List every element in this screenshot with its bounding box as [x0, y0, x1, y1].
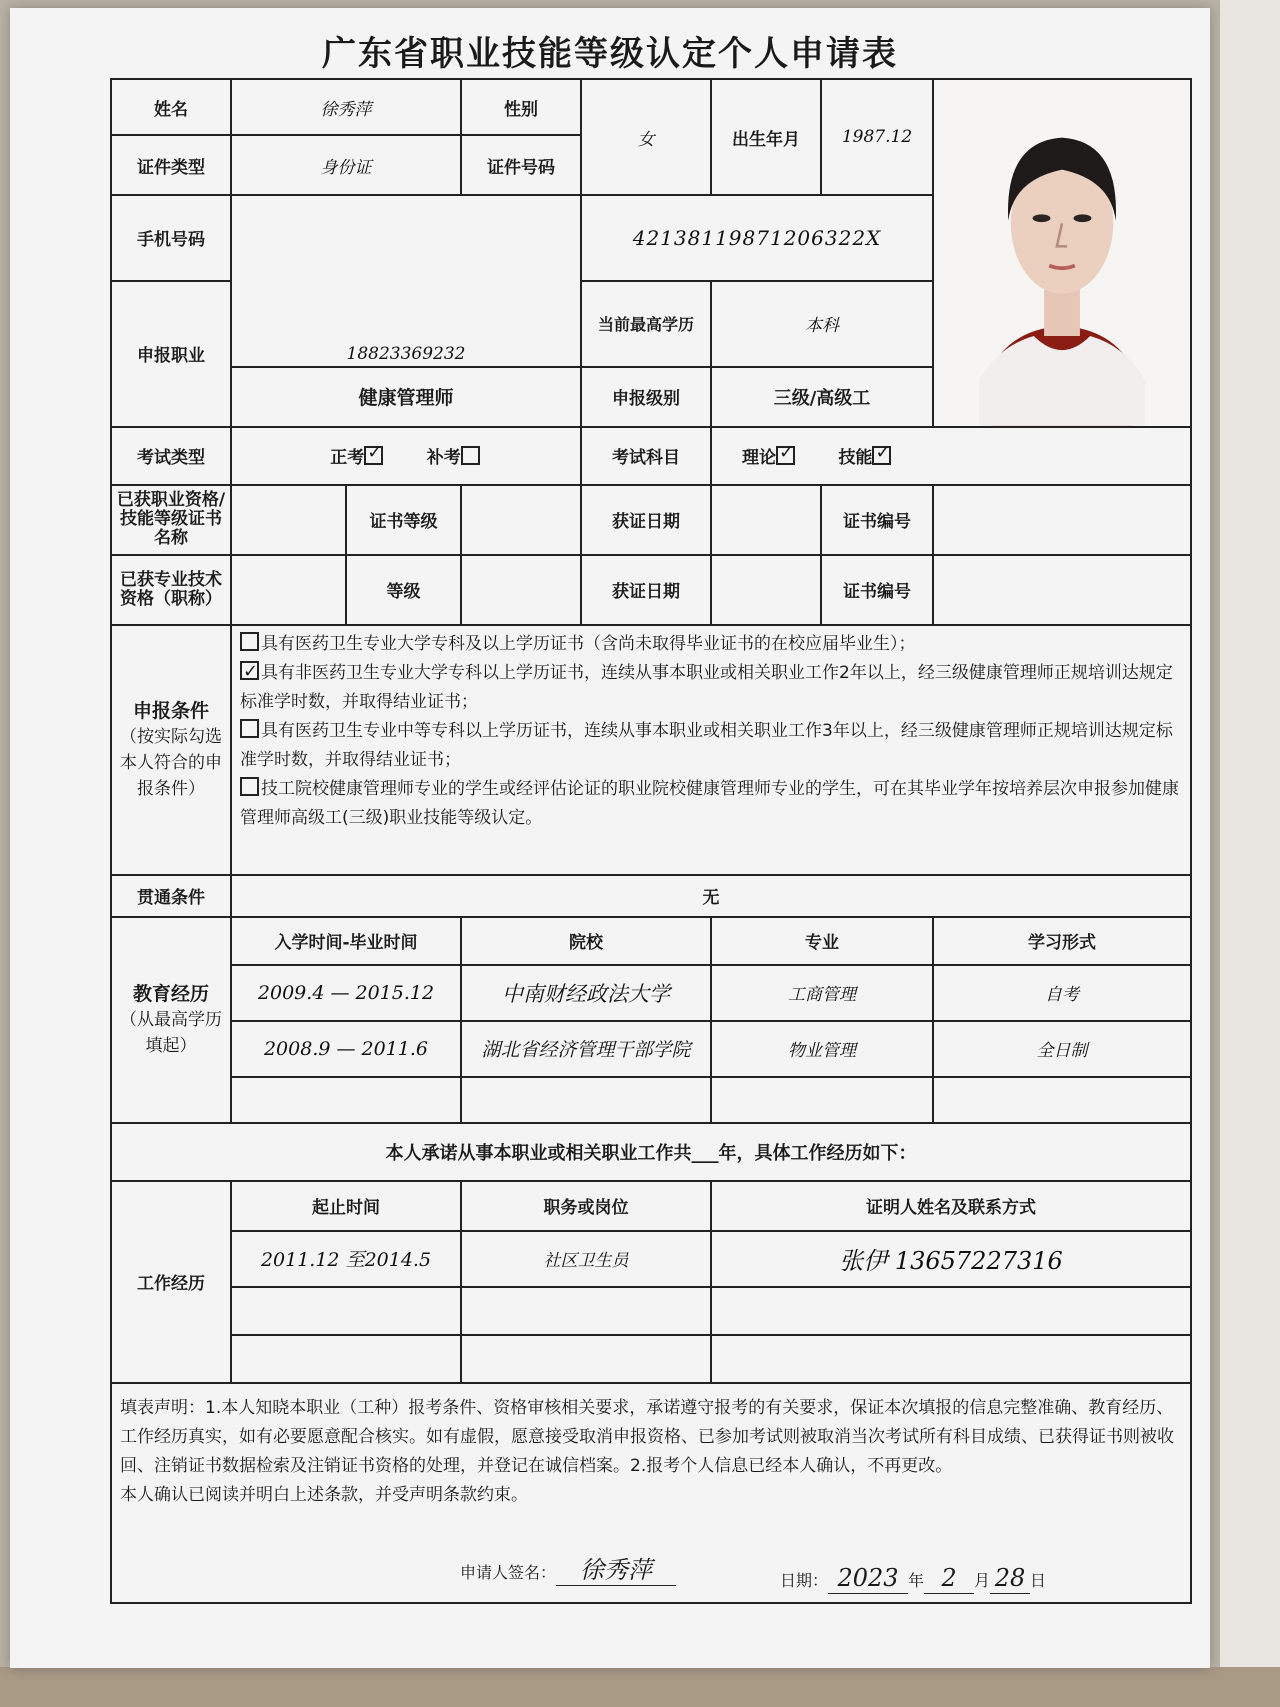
edu-row-2 [111, 1021, 1191, 1077]
work-row-1-position: 社区卫生员 [461, 1231, 711, 1287]
condition-4-checkbox[interactable] [240, 777, 259, 796]
exam-subject-label: 考试科目 [581, 427, 711, 485]
exam-type-label: 考试类型 [111, 427, 231, 485]
exam-subject-theory-label: 理论 [742, 448, 776, 469]
id-type-label: 证件类型 [111, 135, 231, 195]
portrait-image [934, 80, 1190, 426]
exam-type-regular-checkbox[interactable] [364, 446, 383, 465]
cert-no-2-label: 证书编号 [821, 555, 933, 625]
work-row-1-reference: 张伊 13657227316 [711, 1231, 1191, 1287]
edu-exp-note: （从最高学历填起） [120, 1009, 222, 1056]
condition-1-checkbox[interactable] [240, 632, 259, 651]
edu-row-2-major: 物业管理 [711, 1021, 933, 1077]
name-label: 姓名 [111, 79, 231, 135]
condition-item-4 [240, 775, 1182, 833]
exam-subject-skill-checkbox[interactable] [872, 446, 891, 465]
condition-4-text: 技工院校健康管理师专业的学生或经评估论证的职业院校健康管理师专业的学生，可在其毕业学年按培养层次申报参加健康管理师高级工(三级)职业技能等级认定。 [240, 778, 1179, 828]
edu-row-3-school [461, 1077, 711, 1123]
condition-item-1 [240, 630, 1182, 659]
condition-2-text: 具有非医药卫生专业大学专科以上学历证书，连续从事本职业或相关职业工作2年以上，经三级健康管理师正规培训达规定标准学时数，并取得结业证书； [240, 662, 1173, 712]
date-day-unit: 日 [1030, 1570, 1047, 1590]
edu-header-major: 专业 [711, 917, 933, 965]
condition-3-checkbox[interactable] [240, 719, 259, 738]
edu-row-2-mode: 全日制 [933, 1021, 1191, 1077]
work-row-1-period: 2011.12 至2014.5 [231, 1231, 461, 1287]
sign-label: 申请人签名： [460, 1562, 557, 1582]
edu-header-school: 院校 [461, 917, 711, 965]
exam-subject-options [711, 427, 1191, 485]
work-row-2-reference [711, 1287, 1191, 1335]
exam-type-makeup-checkbox[interactable] [461, 446, 480, 465]
confirm-text: 本人确认已阅读并明白上述条款，并受声明条款约束。 [120, 1484, 528, 1505]
work-row-1 [111, 1231, 1191, 1287]
condition-3-text: 具有医药卫生专业中等专科以上学历证书，连续从事本职业或相关职业工作3年以上，经三级健康管理师正规培训达规定标准学时数，并取得结业证书； [240, 720, 1173, 770]
conditions-note: （按实际勾选本人符合的申报条件） [120, 726, 222, 799]
through-label: 贯通条件 [111, 875, 231, 917]
issue-date-2-label: 获证日期 [581, 555, 711, 625]
applicant-photo [933, 79, 1191, 427]
application-form-table [110, 78, 1192, 1604]
work-exp-label: 工作经历 [111, 1181, 231, 1383]
education-value: 本科 [711, 281, 933, 367]
cert-no-label: 证书编号 [821, 485, 933, 555]
date-year-unit: 年 [908, 1570, 925, 1590]
phone-value: 18823369232 [231, 195, 581, 367]
issue-date-label: 获证日期 [581, 485, 711, 555]
work-header-period: 起止时间 [231, 1181, 461, 1231]
work-row-3-reference [711, 1335, 1191, 1383]
work-row-2-period [231, 1287, 461, 1335]
gender-value: 女 [581, 79, 711, 195]
gender-label: 性别 [461, 79, 581, 135]
edu-row-3-major [711, 1077, 933, 1123]
phone-label: 手机号码 [111, 195, 231, 281]
work-row-3 [111, 1335, 1191, 1383]
id-type-value: 身份证 [231, 135, 461, 195]
edu-row-2-period: 2008.9 — 2011.6 [231, 1021, 461, 1077]
cert-name-value [231, 485, 346, 555]
exam-type-options [231, 427, 581, 485]
occupation-value: 健康管理师 [231, 367, 581, 427]
signature-line [120, 1556, 1184, 1596]
exam-type-regular-label: 正考 [330, 448, 365, 469]
date-year: 2023 [828, 1564, 908, 1594]
work-row-2 [111, 1287, 1191, 1335]
edu-row-2-school: 湖北省经济管理干部学院 [461, 1021, 711, 1077]
declaration-text: 填表声明：1.本人知晓本职业（工种）报考条件、资格审核相关要求，承诺遵守报考的有关要求，保证本次填报的信息完整准确、教育经历、工作经历真实，如有必要愿意配合核实。如有虚假，愿意接受取消申报资格、已参加考试则被取消当次考试所有科目成绩、已获得证书则被收回、注销证书数据检索及注销证书资格的处理，并登记在诚信档案。2.报考个人信息已经本人确认，不再更改。 [120, 1397, 1174, 1476]
conditions-label: 申报条件 [132, 699, 209, 722]
edu-row-1-period: 2009.4 — 2015.12 [231, 965, 461, 1021]
edu-exp-label: 教育经历 [132, 982, 209, 1005]
id-number-value: 42138119871206322X [581, 195, 933, 281]
edu-row-1-mode: 自考 [933, 965, 1191, 1021]
edu-row-1 [111, 965, 1191, 1021]
grade-label: 等级 [346, 555, 461, 625]
application-form-paper [10, 8, 1210, 1668]
condition-item-3 [240, 717, 1182, 775]
edu-header-period: 入学时间-毕业时间 [231, 917, 461, 965]
cert-no-2-value [933, 555, 1191, 625]
condition-1-text: 具有医药卫生专业大学专科及以上学历证书（含尚未取得毕业证书的在校应届毕业生）； [261, 633, 916, 654]
edu-row-3-mode [933, 1077, 1191, 1123]
date-day: 28 [990, 1564, 1030, 1594]
edu-header-mode: 学习形式 [933, 917, 1191, 965]
cert-name-label: 已获职业资格/技能等级证书名称 [111, 485, 231, 555]
level-value: 三级/高级工 [711, 367, 933, 427]
through-value: 无 [231, 875, 1191, 917]
level-label: 申报级别 [581, 367, 711, 427]
conditions-list [231, 625, 1191, 875]
conditions-label-cell [111, 625, 231, 875]
date-month-unit: 月 [974, 1570, 991, 1590]
name-value: 徐秀萍 [231, 79, 461, 135]
tech-qual-value [231, 555, 346, 625]
background-wall [1220, 0, 1280, 1707]
date-label: 日期： [780, 1570, 829, 1590]
date-block [780, 1564, 1046, 1595]
background-desk [0, 1667, 1280, 1707]
declaration-cell [111, 1383, 1191, 1603]
occupation-label: 申报职业 [111, 281, 231, 427]
tech-qual-label: 已获专业技术资格（职称） [111, 555, 231, 625]
condition-item-2 [240, 659, 1182, 717]
work-header-reference: 证明人姓名及联系方式 [711, 1181, 1191, 1231]
work-header-position: 职务或岗位 [461, 1181, 711, 1231]
education-label: 当前最高学历 [581, 281, 711, 367]
work-statement: 本人承诺从事本职业或相关职业工作共___年，具体工作经历如下： [111, 1123, 1191, 1181]
work-row-3-position [461, 1335, 711, 1383]
edu-row-3 [111, 1077, 1191, 1123]
edu-row-1-major: 工商管理 [711, 965, 933, 1021]
signature-block [460, 1556, 676, 1587]
work-row-2-position [461, 1287, 711, 1335]
exam-type-makeup-label: 补考 [426, 448, 461, 469]
signature-value: 徐秀萍 [556, 1556, 676, 1586]
date-month: 2 [924, 1564, 974, 1594]
cert-level-label: 证书等级 [346, 485, 461, 555]
edu-row-1-school: 中南财经政法大学 [461, 965, 711, 1021]
edu-exp-label-cell [111, 917, 231, 1123]
cert-no-value [933, 485, 1191, 555]
cert-level-value [461, 485, 581, 555]
id-number-label: 证件号码 [461, 135, 581, 195]
birth-value: 1987.12 [821, 79, 933, 195]
issue-date-value [711, 485, 821, 555]
exam-subject-theory-checkbox[interactable] [776, 446, 795, 465]
work-row-3-period [231, 1335, 461, 1383]
exam-subject-skill-label: 技能 [838, 448, 873, 469]
condition-2-checkbox[interactable] [240, 661, 259, 680]
birth-label: 出生年月 [711, 79, 821, 195]
grade-value [461, 555, 581, 625]
issue-date-2-value [711, 555, 821, 625]
form-title: 广东省职业技能等级认定个人申请表 [322, 34, 898, 74]
edu-row-3-period [231, 1077, 461, 1123]
